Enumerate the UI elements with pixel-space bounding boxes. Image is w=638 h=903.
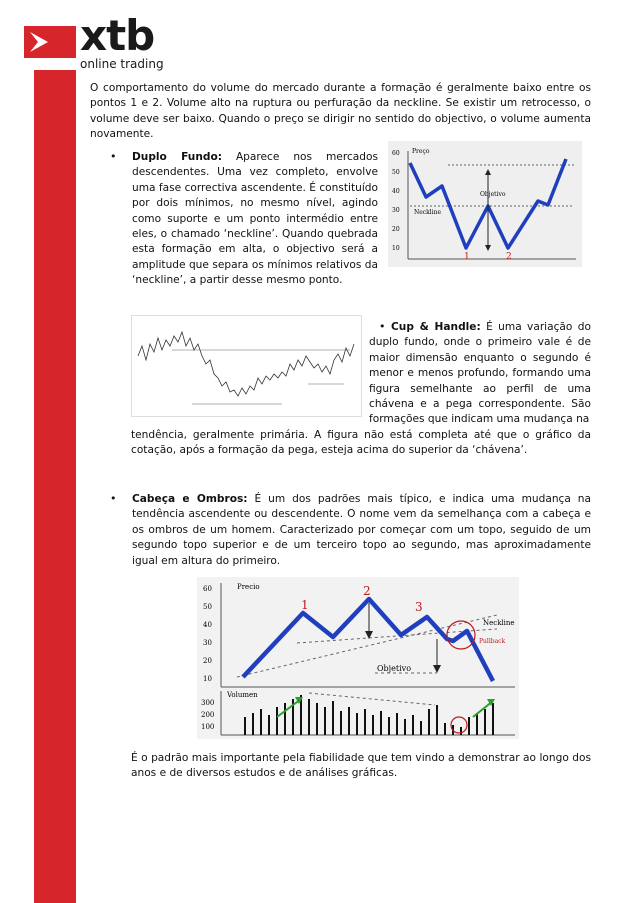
tick-30: 30	[392, 207, 400, 214]
xtb-logo-icon	[22, 22, 78, 62]
tick-20: 20	[392, 226, 400, 233]
duplo-title: Duplo Fundo:	[132, 151, 222, 163]
duplo-text: Aparece nos mercados descendentes. Uma vez completo, envolve uma fase correctiva ascendente. É constituído por dois mínimos, no mesmo nível, agindo como suporte e um ponto intermédio entre eles, o chamado ‘neckline’. Quando quebrada esta formação em alta, o objectivo será a amplitude que separa os mínimos relativos da ‘neckline’, a partir desse mesmo ponto.	[132, 151, 378, 287]
hs-title: Cabeça e Ombros:	[132, 493, 248, 505]
hs-tick-60: 60	[203, 585, 212, 593]
hs-tick-40: 40	[203, 621, 212, 629]
brand-name: xtb	[80, 11, 155, 60]
head-shoulders-chart	[197, 577, 519, 739]
hs-preco-label: Precio	[237, 583, 260, 591]
cup-text-a: É uma variação do duplo fundo, onde o primeiro vale é de maior dimensão enquanto o segundo é menor e menos profundo, formando uma figura semelhante ao perfil de uma chávena e a pega correspondente. São formações que indicam uma mudança na	[369, 321, 591, 426]
hs-tick-30: 30	[203, 639, 212, 647]
list-item-duplo-fundo	[110, 150, 378, 289]
hs-vtick-200: 200	[201, 711, 215, 719]
double-bottom-chart	[388, 141, 582, 267]
hs-tick-10: 10	[203, 675, 212, 683]
mark-2: 2	[506, 252, 512, 262]
side-accent-bar	[34, 70, 76, 903]
hs-text: É um dos padrões mais típico, e indica uma mudança na tendência ascendente ou descendente. O nome vem da semelhança com a cabeça e os ombros de um homem. Caracterizado por começar com um topo, seguido de um segundo topo superior e de um terceiro topo ao segundo, mas aproximadamente igual em altura do primeiro.	[132, 493, 592, 567]
intro-paragraph: O comportamento do volume do mercado durante a formação é geralmente baixo entre os pontos 1 e 2. Volume alto na ruptura ou perfuração da neckline. Se existir um retrocesso, o volume deve ser baixo. Quando o preço se dirigir no sentido do objectivo, o volume aumenta novamente.	[90, 82, 591, 141]
hs-neckline-label: Neckline	[483, 619, 515, 627]
tick-40: 40	[392, 188, 400, 195]
hs-volumen-label: Volumen	[227, 691, 258, 699]
tick-60: 60	[392, 150, 400, 157]
bullet-icon: •	[379, 320, 386, 333]
hs-mark-3: 3	[415, 600, 423, 614]
cup-handle-chart	[131, 315, 362, 417]
objetivo-label: Objetivo	[480, 191, 506, 198]
preco-label: Preço	[412, 148, 430, 155]
bullet-icon: •	[110, 492, 117, 505]
mark-1: 1	[464, 252, 470, 262]
cup-text-continuation: tendência, geralmente primária. A figura não está completa até que o gráfico da cotação, após a formação da pega, esteja acima do superior da ‘chávena’.	[131, 429, 591, 457]
tick-50: 50	[392, 169, 400, 176]
brand-tagline: online trading	[80, 57, 164, 71]
hs-pullback-label: Pullback	[479, 638, 506, 645]
hs-tick-20: 20	[203, 657, 212, 665]
hs-vtick-300: 300	[201, 699, 215, 707]
list-item-cabeca-ombros	[110, 492, 591, 569]
hs-mark-1: 1	[301, 598, 309, 612]
closing-paragraph: É o padrão mais importante pela fiabilidade que tem vindo a demonstrar ao longo dos anos e de diversos estudos e de análises gráficas.	[131, 752, 591, 780]
neckline-label: Neckline	[414, 209, 442, 216]
tick-10: 10	[392, 245, 400, 252]
cup-title: Cup & Handle:	[391, 321, 481, 333]
list-item-cup-handle	[369, 320, 591, 428]
hs-tick-50: 50	[203, 603, 212, 611]
hs-objetivo-label: Objetivo	[377, 664, 412, 673]
hs-mark-2: 2	[363, 584, 371, 598]
bullet-icon: •	[110, 150, 117, 163]
hs-vtick-100: 100	[201, 723, 215, 731]
